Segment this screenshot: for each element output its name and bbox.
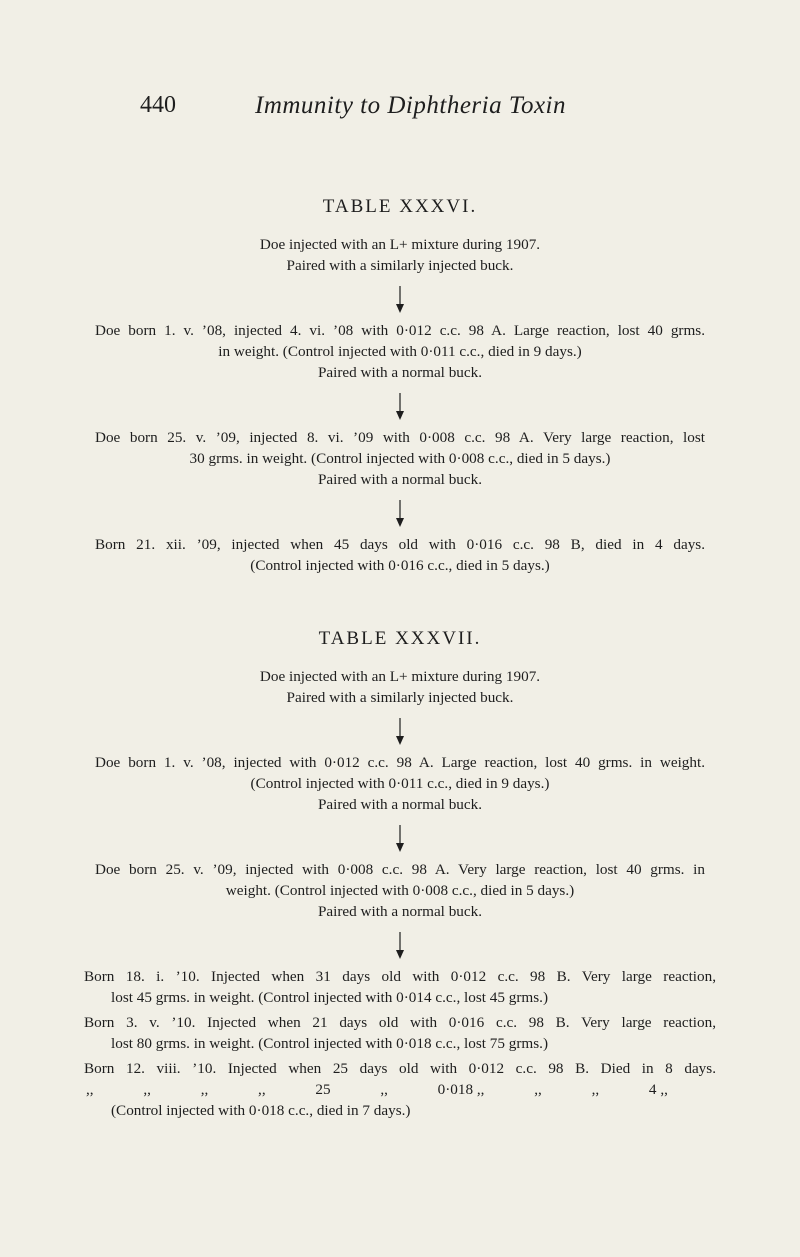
table-36-entry-1 (95, 320, 705, 383)
down-arrow-icon (395, 930, 405, 960)
running-title: Immunity to Diphtheria Toxin (255, 92, 566, 119)
entry-line: in weight. (Control injected with 0·011 c.c., died in 9 days.) (218, 343, 582, 360)
born-line: lost 45 grms. in weight. (Control injected with 0·014 c.c., lost 45 grms.) (111, 989, 549, 1006)
table-36-heading: TABLE XXXVI. (322, 196, 478, 217)
entry-line: Doe born 25. v. ’09, injected with 0·008 c.c. 98 A. Very large reaction, lost 40 grms. in (95, 861, 705, 878)
born-line: Born 12. viii. ’10. Injected when 25 days old with 0·012 c.c. 98 B. Died in 8 days. (84, 1060, 716, 1077)
entry-line: Paired with a normal buck. (317, 796, 483, 813)
table-37-entry-2 (95, 859, 705, 922)
table-37-entry-1 (95, 752, 705, 815)
running-head (0, 92, 800, 132)
down-arrow-icon (395, 284, 405, 314)
ditto-died: 4 ,, (648, 1081, 668, 1098)
down-arrow-icon (395, 391, 405, 421)
entry-line: weight. (Control injected with 0·008 c.c., died in 5 days.) (225, 882, 575, 899)
table-37-intro (0, 666, 800, 708)
page-number: 440 (140, 92, 176, 118)
ditto-mark: ,, (591, 1081, 600, 1098)
ditto-mark: ,, (200, 1081, 209, 1098)
ditto-mark: ,, (258, 1081, 266, 1098)
born-item (84, 966, 716, 1008)
born-line: (Control injected with 0·018 c.c., died in 7 days.) (111, 1102, 411, 1119)
ditto-mark: ,, (143, 1081, 151, 1098)
table-36 (0, 196, 800, 576)
intro-line: Doe injected with an L+ mixture during 1907. (259, 236, 541, 253)
entry-line: Doe born 1. v. ’08, injected with 0·012 c.c. 98 A. Large reaction, lost 40 grms. in weight. (95, 754, 705, 771)
intro-line: Paired with a similarly injected buck. (286, 257, 514, 274)
down-arrow-icon (395, 498, 405, 528)
entry-line: Doe born 1. v. ’08, injected 4. vi. ’08 with 0·012 c.c. 98 A. Large reaction, lost 40 grms. (95, 322, 705, 339)
entry-line: (Control injected with 0·011 c.c., died in 9 days.) (250, 775, 550, 792)
born-list (84, 966, 716, 1121)
table-37 (0, 628, 800, 1125)
intro-line: Paired with a similarly injected buck. (286, 689, 514, 706)
table-36-entry-2 (95, 427, 705, 490)
entry-line: Paired with a normal buck. (317, 903, 483, 920)
table-36-entry-3 (95, 534, 705, 576)
entry-line: Paired with a normal buck. (317, 471, 483, 488)
ditto-mark: ,, (86, 1081, 94, 1098)
entry-line: 30 grms. in weight. (Control injected with 0·008 c.c., died in 5 days.) (189, 450, 611, 467)
ditto-line (84, 1079, 716, 1100)
ditto-days: 25 (315, 1081, 331, 1098)
table-37-heading: TABLE XXXVII. (318, 628, 482, 649)
born-line: lost 80 grms. in weight. (Control injected with 0·018 c.c., lost 75 grms.) (111, 1035, 549, 1052)
ditto-dose: 0·018 ,, (437, 1081, 485, 1098)
down-arrow-icon (395, 823, 405, 853)
ditto-mark: ,, (534, 1081, 542, 1098)
born-line: Born 3. v. ’10. Injected when 21 days old with 0·016 c.c. 98 B. Very large reaction, (84, 1014, 716, 1031)
entry-line: Born 21. xii. ’09, injected when 45 days old with 0·016 c.c. 98 B, died in 4 days. (95, 536, 705, 553)
ditto-mark: ,, (380, 1081, 388, 1098)
table-36-intro (0, 234, 800, 276)
entry-line: Paired with a normal buck. (317, 364, 483, 381)
entry-line: (Control injected with 0·016 c.c., died in 5 days.) (250, 557, 550, 574)
born-item (84, 1012, 716, 1054)
intro-line: Doe injected with an L+ mixture during 1907. (259, 668, 541, 685)
down-arrow-icon (395, 716, 405, 746)
entry-line: Doe born 25. v. ’09, injected 8. vi. ’09 with 0·008 c.c. 98 A. Very large reaction, lost (95, 429, 705, 446)
born-line: Born 18. i. ’10. Injected when 31 days old with 0·012 c.c. 98 B. Very large reaction, (84, 968, 716, 985)
born-item (84, 1058, 716, 1121)
